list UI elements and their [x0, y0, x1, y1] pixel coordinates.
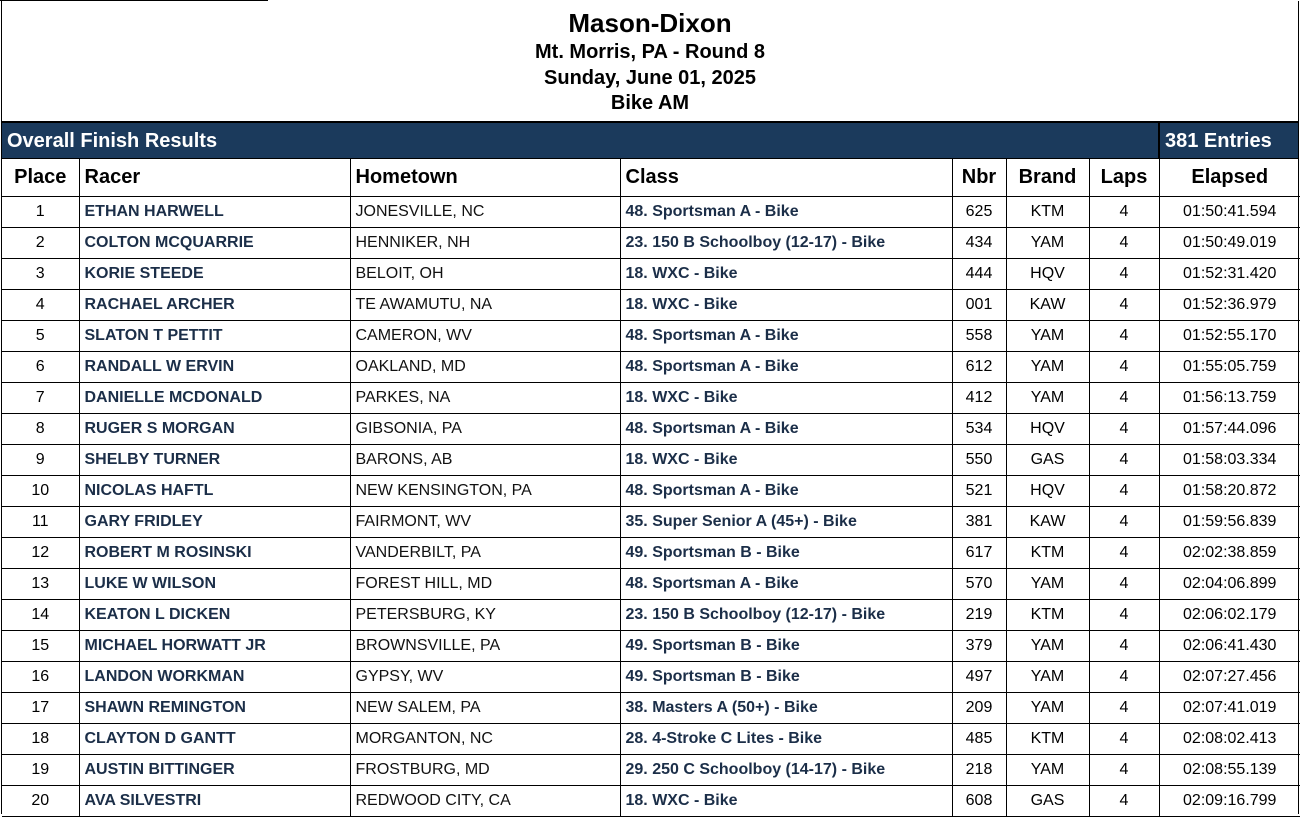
- results-header-bar: [2, 121, 1298, 159]
- cell-elapsed: 01:52:36.979: [1159, 289, 1300, 320]
- table-header-row: [2, 159, 1300, 196]
- cell-hometown: FAIRMONT, WV: [350, 506, 620, 537]
- cell-place: 11: [2, 506, 79, 537]
- cell-place: 6: [2, 351, 79, 382]
- cell-place: 16: [2, 661, 79, 692]
- cell-racer[interactable]: SHELBY TURNER: [79, 444, 350, 475]
- table-row: [2, 258, 1300, 289]
- cell-elapsed: 01:59:56.839: [1159, 506, 1300, 537]
- col-elapsed[interactable]: Elapsed: [1159, 159, 1300, 196]
- cell-nbr: 379: [952, 630, 1006, 661]
- cell-brand: HQV: [1006, 258, 1089, 289]
- cell-hometown: MORGANTON, NC: [350, 723, 620, 754]
- cell-hometown: OAKLAND, MD: [350, 351, 620, 382]
- cell-racer[interactable]: GARY FRIDLEY: [79, 506, 350, 537]
- cell-brand: YAM: [1006, 351, 1089, 382]
- table-row: [2, 320, 1300, 351]
- cell-brand: HQV: [1006, 475, 1089, 506]
- cell-hometown: JONESVILLE, NC: [350, 196, 620, 227]
- cell-nbr: 608: [952, 785, 1006, 816]
- cell-class[interactable]: 48. Sportsman A - Bike: [620, 568, 952, 599]
- cell-brand: KTM: [1006, 723, 1089, 754]
- cell-nbr: 612: [952, 351, 1006, 382]
- table-row: [2, 196, 1300, 227]
- cell-brand: KTM: [1006, 537, 1089, 568]
- cell-racer[interactable]: CLAYTON D GANTT: [79, 723, 350, 754]
- cell-place: 13: [2, 568, 79, 599]
- cell-nbr: 219: [952, 599, 1006, 630]
- cell-class[interactable]: 48. Sportsman A - Bike: [620, 196, 952, 227]
- cell-class[interactable]: 35. Super Senior A (45+) - Bike: [620, 506, 952, 537]
- cell-hometown: GIBSONIA, PA: [350, 413, 620, 444]
- table-row: [2, 754, 1300, 785]
- cell-place: 15: [2, 630, 79, 661]
- cell-place: 7: [2, 382, 79, 413]
- cell-elapsed: 01:50:41.594: [1159, 196, 1300, 227]
- cell-nbr: 534: [952, 413, 1006, 444]
- cell-racer[interactable]: SLATON T PETTIT: [79, 320, 350, 351]
- table-row: [2, 630, 1300, 661]
- cell-racer[interactable]: SHAWN REMINGTON: [79, 692, 350, 723]
- event-date: Sunday, June 01, 2025: [544, 67, 756, 89]
- cell-place: 2: [2, 227, 79, 258]
- cell-laps: 4: [1089, 537, 1159, 568]
- cell-class[interactable]: 49. Sportsman B - Bike: [620, 537, 952, 568]
- cell-elapsed: 02:08:55.139: [1159, 754, 1300, 785]
- cell-hometown: BROWNSVILLE, PA: [350, 630, 620, 661]
- cell-elapsed: 01:52:55.170: [1159, 320, 1300, 351]
- cell-nbr: 617: [952, 537, 1006, 568]
- col-laps[interactable]: Laps: [1089, 159, 1159, 196]
- cell-laps: 4: [1089, 320, 1159, 351]
- cell-elapsed: 02:08:02.413: [1159, 723, 1300, 754]
- cell-hometown: GYPSY, WV: [350, 661, 620, 692]
- cell-racer[interactable]: LUKE W WILSON: [79, 568, 350, 599]
- cell-class[interactable]: 48. Sportsman A - Bike: [620, 475, 952, 506]
- cell-class[interactable]: 28. 4-Stroke C Lites - Bike: [620, 723, 952, 754]
- cell-hometown: FROSTBURG, MD: [350, 754, 620, 785]
- cell-elapsed: 01:56:13.759: [1159, 382, 1300, 413]
- cell-elapsed: 01:58:20.872: [1159, 475, 1300, 506]
- cell-elapsed: 01:57:44.096: [1159, 413, 1300, 444]
- cell-place: 5: [2, 320, 79, 351]
- cell-class[interactable]: 29. 250 C Schoolboy (14-17) - Bike: [620, 754, 952, 785]
- cell-nbr: 412: [952, 382, 1006, 413]
- cell-hometown: HENNIKER, NH: [350, 227, 620, 258]
- cell-class[interactable]: 18. WXC - Bike: [620, 382, 952, 413]
- cell-laps: 4: [1089, 630, 1159, 661]
- cell-racer[interactable]: LANDON WORKMAN: [79, 661, 350, 692]
- cell-elapsed: 01:50:49.019: [1159, 227, 1300, 258]
- results-table: [2, 159, 1300, 817]
- cell-nbr: 485: [952, 723, 1006, 754]
- cell-elapsed: 02:02:38.859: [1159, 537, 1300, 568]
- entries-count: 381 Entries: [1158, 123, 1298, 159]
- cell-racer[interactable]: ROBERT M ROSINSKI: [79, 537, 350, 568]
- cell-nbr: 218: [952, 754, 1006, 785]
- cell-racer[interactable]: RUGER S MORGAN: [79, 413, 350, 444]
- cell-brand: GAS: [1006, 785, 1089, 816]
- cell-elapsed: 02:06:41.430: [1159, 630, 1300, 661]
- cell-place: 17: [2, 692, 79, 723]
- cell-place: 12: [2, 537, 79, 568]
- cell-laps: 4: [1089, 351, 1159, 382]
- cell-nbr: 381: [952, 506, 1006, 537]
- event-session: Bike AM: [610, 92, 690, 114]
- cell-laps: 4: [1089, 227, 1159, 258]
- cell-place: 10: [2, 475, 79, 506]
- cell-racer[interactable]: KORIE STEEDE: [79, 258, 350, 289]
- cell-brand: YAM: [1006, 661, 1089, 692]
- cell-hometown: BELOIT, OH: [350, 258, 620, 289]
- cell-racer[interactable]: NICOLAS HAFTL: [79, 475, 350, 506]
- cell-laps: 4: [1089, 599, 1159, 630]
- table-row: [2, 599, 1300, 630]
- cell-laps: 4: [1089, 723, 1159, 754]
- cell-laps: 4: [1089, 413, 1159, 444]
- cell-brand: YAM: [1006, 320, 1089, 351]
- cell-racer[interactable]: ETHAN HARWELL: [79, 196, 350, 227]
- cell-hometown: TE AWAMUTU, NA: [350, 289, 620, 320]
- cell-hometown: REDWOOD CITY, CA: [350, 785, 620, 816]
- cell-brand: YAM: [1006, 630, 1089, 661]
- table-row: [2, 661, 1300, 692]
- results-title: Overall Finish Results: [7, 130, 218, 152]
- cell-brand: YAM: [1006, 568, 1089, 599]
- cell-class[interactable]: 49. Sportsman B - Bike: [620, 630, 952, 661]
- table-row: [2, 506, 1300, 537]
- table-row: [2, 227, 1300, 258]
- cell-class[interactable]: 23. 150 B Schoolboy (12-17) - Bike: [620, 599, 952, 630]
- cell-laps: 4: [1089, 692, 1159, 723]
- cell-place: 14: [2, 599, 79, 630]
- cell-place: 18: [2, 723, 79, 754]
- cell-class[interactable]: 18. WXC - Bike: [620, 289, 952, 320]
- table-row: [2, 444, 1300, 475]
- cell-brand: YAM: [1006, 754, 1089, 785]
- cell-racer[interactable]: MICHAEL HORWATT JR: [79, 630, 350, 661]
- results-body: [2, 196, 1300, 816]
- table-row: [2, 382, 1300, 413]
- cell-place: 1: [2, 196, 79, 227]
- col-nbr[interactable]: Nbr: [952, 159, 1006, 196]
- cell-nbr: 550: [952, 444, 1006, 475]
- cell-elapsed: 01:55:05.759: [1159, 351, 1300, 382]
- col-brand[interactable]: Brand: [1006, 159, 1089, 196]
- table-row: [2, 413, 1300, 444]
- cell-elapsed: 02:07:27.456: [1159, 661, 1300, 692]
- cell-place: 3: [2, 258, 79, 289]
- cell-class[interactable]: 48. Sportsman A - Bike: [620, 320, 952, 351]
- cell-class[interactable]: 18. WXC - Bike: [620, 785, 952, 816]
- cell-hometown: NEW KENSINGTON, PA: [350, 475, 620, 506]
- col-place[interactable]: Place: [2, 159, 79, 196]
- cell-brand: KTM: [1006, 599, 1089, 630]
- cell-class[interactable]: 38. Masters A (50+) - Bike: [620, 692, 952, 723]
- cell-class[interactable]: 18. WXC - Bike: [620, 444, 952, 475]
- cell-hometown: VANDERBILT, PA: [350, 537, 620, 568]
- col-class[interactable]: Class: [620, 159, 952, 196]
- cell-place: 8: [2, 413, 79, 444]
- event-header: [2, 1, 1298, 121]
- cell-brand: HQV: [1006, 413, 1089, 444]
- cell-hometown: CAMERON, WV: [350, 320, 620, 351]
- cell-elapsed: 02:07:41.019: [1159, 692, 1300, 723]
- table-row: [2, 537, 1300, 568]
- cell-nbr: 521: [952, 475, 1006, 506]
- cell-laps: 4: [1089, 506, 1159, 537]
- cell-laps: 4: [1089, 289, 1159, 320]
- col-racer[interactable]: Racer: [79, 159, 350, 196]
- cell-class[interactable]: 18. WXC - Bike: [620, 258, 952, 289]
- cell-elapsed: 02:09:16.799: [1159, 785, 1300, 816]
- cell-brand: YAM: [1006, 382, 1089, 413]
- cell-racer[interactable]: RACHAEL ARCHER: [79, 289, 350, 320]
- table-row: [2, 568, 1300, 599]
- cell-brand: KAW: [1006, 289, 1089, 320]
- cell-hometown: PARKES, NA: [350, 382, 620, 413]
- table-row: [2, 289, 1300, 320]
- cell-laps: 4: [1089, 475, 1159, 506]
- cell-elapsed: 02:04:06.899: [1159, 568, 1300, 599]
- cell-hometown: FOREST HILL, MD: [350, 568, 620, 599]
- cell-class[interactable]: 48. Sportsman A - Bike: [620, 351, 952, 382]
- event-location: Mt. Morris, PA - Round 8: [535, 41, 765, 63]
- cell-place: 20: [2, 785, 79, 816]
- cell-place: 19: [2, 754, 79, 785]
- cell-nbr: 209: [952, 692, 1006, 723]
- cell-class[interactable]: 23. 150 B Schoolboy (12-17) - Bike: [620, 227, 952, 258]
- cell-racer[interactable]: AUSTIN BITTINGER: [79, 754, 350, 785]
- cell-nbr: 625: [952, 196, 1006, 227]
- cell-brand: YAM: [1006, 692, 1089, 723]
- cell-laps: 4: [1089, 258, 1159, 289]
- cell-laps: 4: [1089, 196, 1159, 227]
- cell-nbr: 497: [952, 661, 1006, 692]
- cell-laps: 4: [1089, 754, 1159, 785]
- cell-racer[interactable]: DANIELLE MCDONALD: [79, 382, 350, 413]
- cell-brand: KTM: [1006, 196, 1089, 227]
- cell-class[interactable]: 49. Sportsman B - Bike: [620, 661, 952, 692]
- cell-laps: 4: [1089, 661, 1159, 692]
- table-row: [2, 475, 1300, 506]
- cell-hometown: BARONS, AB: [350, 444, 620, 475]
- cell-racer[interactable]: COLTON MCQUARRIE: [79, 227, 350, 258]
- table-row: [2, 723, 1300, 754]
- cell-laps: 4: [1089, 444, 1159, 475]
- table-row: [2, 785, 1300, 816]
- cell-nbr: 444: [952, 258, 1006, 289]
- cell-elapsed: 02:06:02.179: [1159, 599, 1300, 630]
- cell-brand: KAW: [1006, 506, 1089, 537]
- table-row: [2, 692, 1300, 723]
- cell-laps: 4: [1089, 785, 1159, 816]
- cell-class[interactable]: 48. Sportsman A - Bike: [620, 413, 952, 444]
- cell-racer[interactable]: AVA SILVESTRI: [79, 785, 350, 816]
- cell-racer[interactable]: KEATON L DICKEN: [79, 599, 350, 630]
- cell-elapsed: 01:52:31.420: [1159, 258, 1300, 289]
- cell-laps: 4: [1089, 568, 1159, 599]
- col-hometown[interactable]: Hometown: [350, 159, 620, 196]
- cell-nbr: 558: [952, 320, 1006, 351]
- cell-laps: 4: [1089, 382, 1159, 413]
- cell-nbr: 570: [952, 568, 1006, 599]
- cell-brand: GAS: [1006, 444, 1089, 475]
- cell-place: 9: [2, 444, 79, 475]
- cell-racer[interactable]: RANDALL W ERVIN: [79, 351, 350, 382]
- table-row: [2, 351, 1300, 382]
- cell-brand: YAM: [1006, 227, 1089, 258]
- cell-hometown: PETERSBURG, KY: [350, 599, 620, 630]
- event-title: Mason-Dixon: [568, 8, 732, 38]
- cell-nbr: 001: [952, 289, 1006, 320]
- cell-nbr: 434: [952, 227, 1006, 258]
- cell-place: 4: [2, 289, 79, 320]
- results-sheet: [1, 1, 1299, 814]
- cell-hometown: NEW SALEM, PA: [350, 692, 620, 723]
- cell-elapsed: 01:58:03.334: [1159, 444, 1300, 475]
